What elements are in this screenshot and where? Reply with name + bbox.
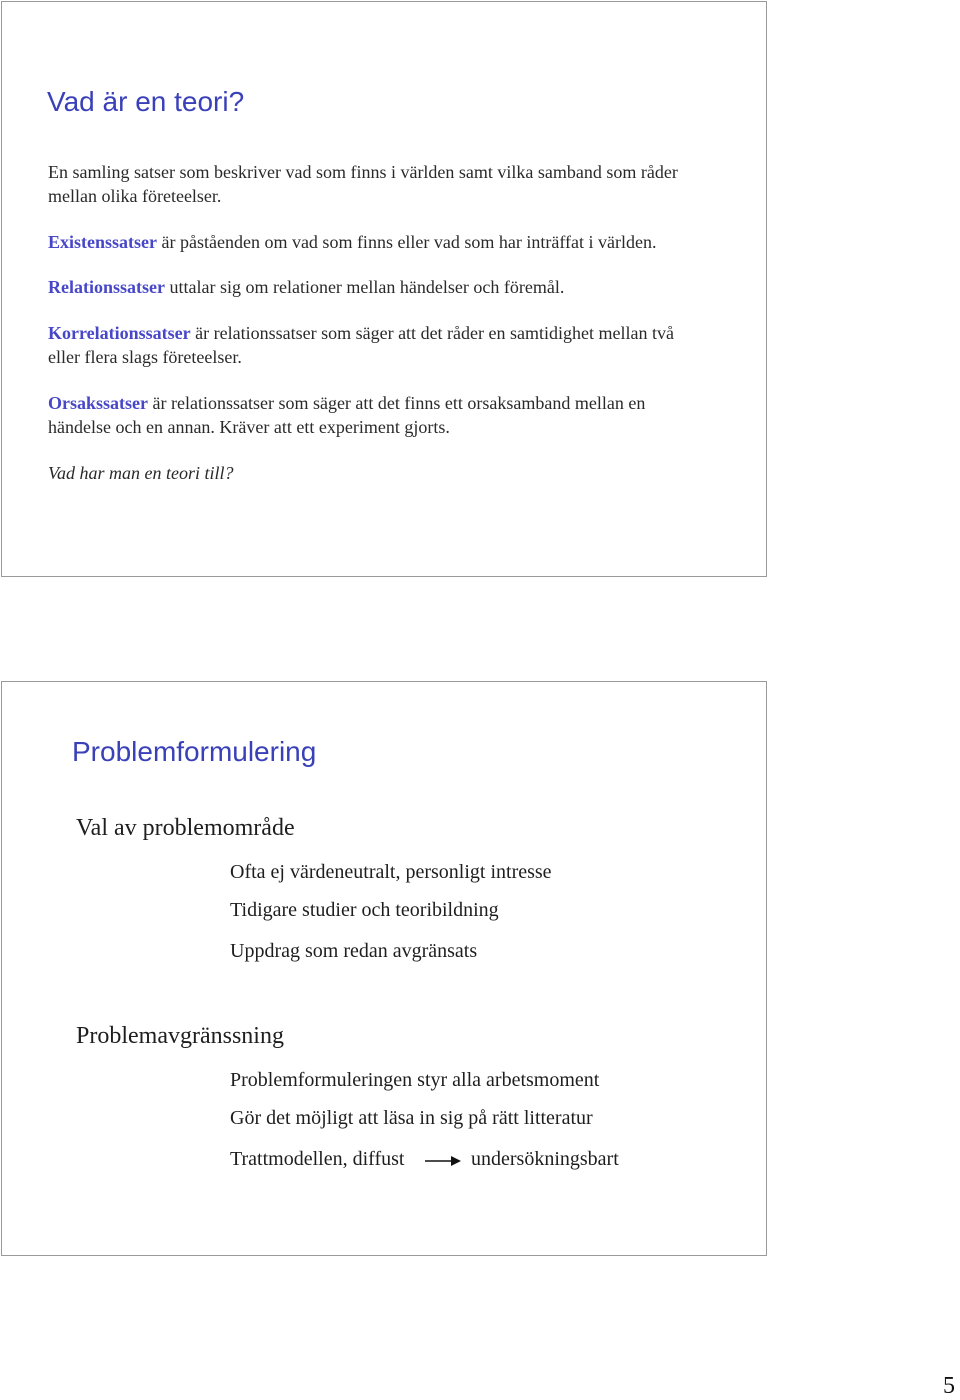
orsakssatser-term: Orsakssatser <box>48 393 148 413</box>
relationssatser-text: uttalar sig om relationer mellan händelser och föremål. <box>164 277 565 297</box>
existenssatser-term: Existenssatser <box>48 232 157 252</box>
korrelationssatser-paragraph-line-1 <box>48 321 674 345</box>
intro-line-1: En samling satser som beskriver vad som finns i världen samt vilka samband som råder <box>48 162 678 182</box>
problem-area-item: Tidigare studier och teoribildning <box>230 899 499 921</box>
funnel-model-right: undersökningsbart <box>471 1148 619 1170</box>
korrelationssatser-text: är relationssatser som säger att det råder en samtidighet mellan två <box>190 323 674 343</box>
problem-area-item: Uppdrag som redan avgränsats <box>230 940 478 962</box>
existenssatser-paragraph <box>48 230 657 254</box>
right-arrow-icon <box>425 1154 461 1168</box>
page-number: 5 <box>943 1373 955 1399</box>
existenssatser-text: är påståenden om vad som finns eller vad som har inträffat i världen. <box>157 232 657 252</box>
section-heading-delimitation: Problemavgränssning <box>76 1023 284 1049</box>
orsakssatser-paragraph-line-1 <box>48 391 645 415</box>
intro-line-2: mellan olika företeelser. <box>48 186 222 206</box>
relationssatser-paragraph <box>48 275 564 299</box>
korrelationssatser-paragraph-line-2: eller flera slags företeelser. <box>48 347 242 367</box>
slide-theory <box>1 1 767 577</box>
korrelationssatser-term: Korrelationssatser <box>48 323 191 343</box>
orsakssatser-text: är relationssatser som säger att det finns ett orsaksamband mellan en <box>148 393 646 413</box>
delimitation-item: Gör det möjligt att läsa in sig på rätt litteratur <box>230 1107 593 1129</box>
slide-title: Vad är en teori? <box>47 86 245 117</box>
theory-question: Vad har man en teori till? <box>48 463 234 483</box>
orsakssatser-paragraph-line-2: händelse och en annan. Kräver att ett experiment gjorts. <box>48 417 450 437</box>
slide-title: Problemformulering <box>72 736 317 767</box>
delimitation-item: Problemformuleringen styr alla arbetsmoment <box>230 1069 600 1091</box>
relationssatser-term: Relationssatser <box>48 277 165 297</box>
section-heading-problem-area: Val av problemområde <box>76 815 295 841</box>
slide-problem-formulation <box>1 681 767 1256</box>
funnel-model-left: Trattmodellen, diffust <box>230 1148 405 1170</box>
problem-area-item: Ofta ej värdeneutralt, personligt intresse <box>230 861 552 883</box>
